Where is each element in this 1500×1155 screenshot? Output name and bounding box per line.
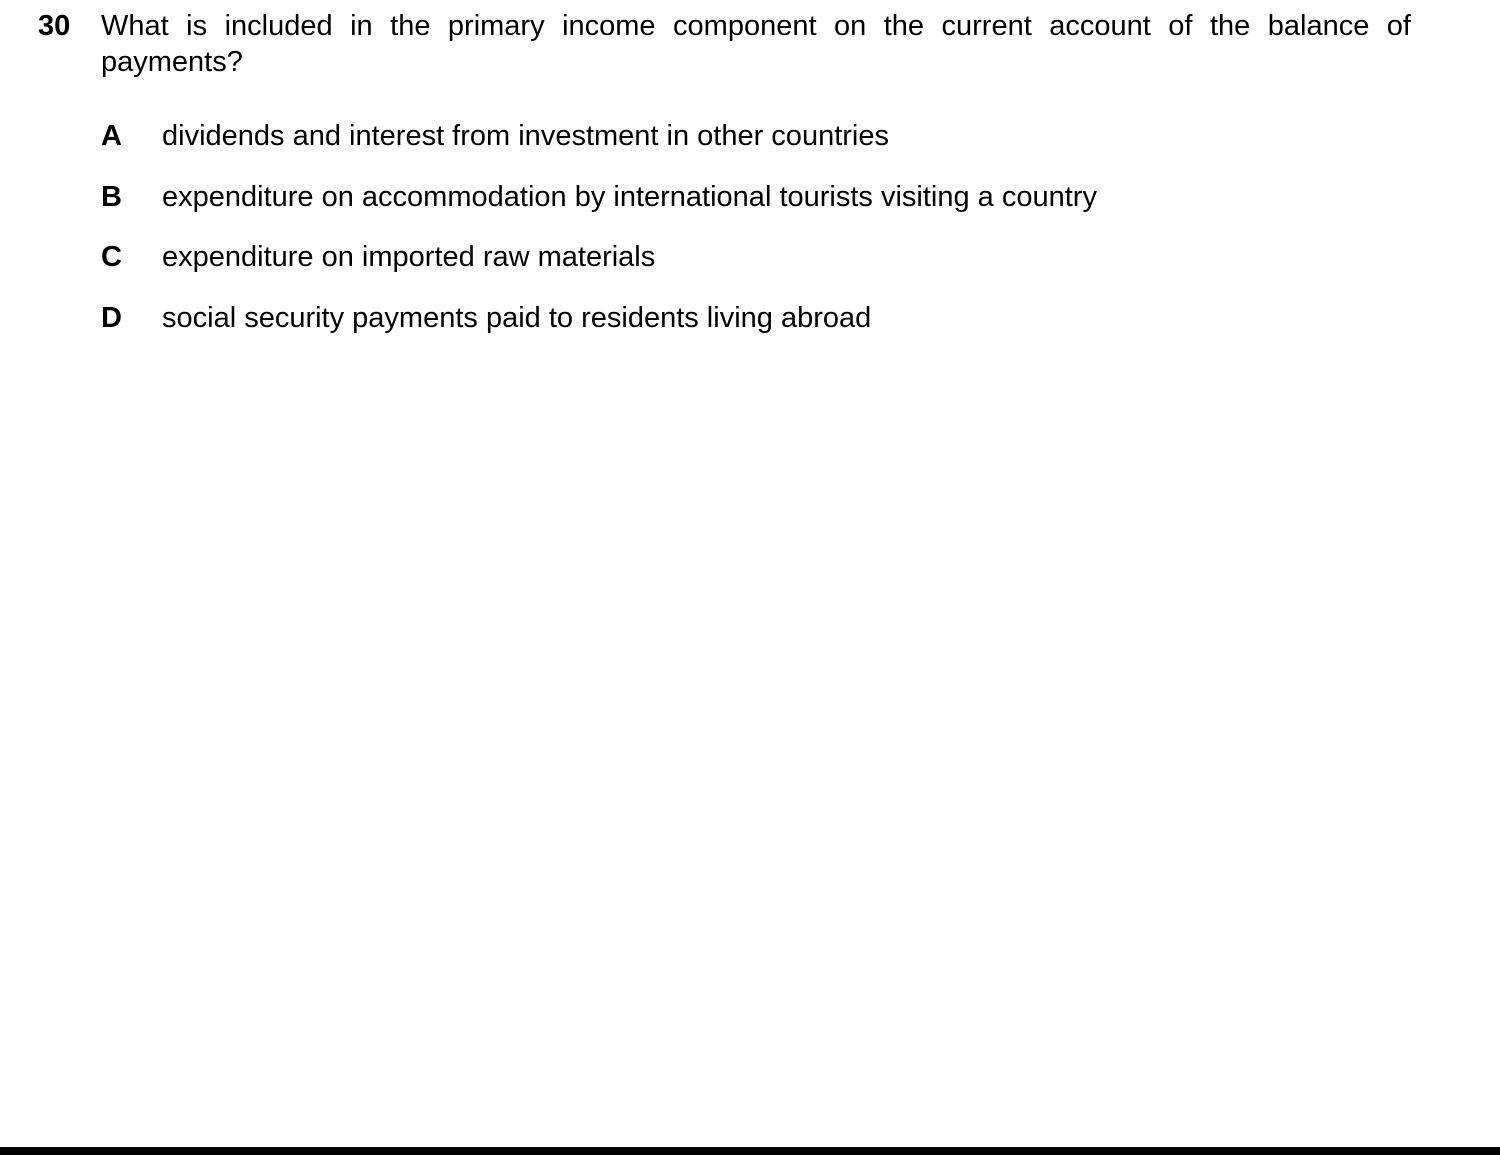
answer-option-b[interactable]	[101, 179, 1401, 240]
page-footer-bar	[0, 1147, 1500, 1155]
answer-option-d[interactable]	[101, 300, 1401, 361]
question-stem: What is included in the primary income component on the current account of the balance of payments?	[101, 10, 1411, 78]
question-number: 30	[38, 10, 71, 42]
option-text: dividends and interest from investment in other countries	[162, 120, 889, 152]
option-text: expenditure on accommodation by international tourists visiting a country	[162, 180, 1097, 213]
option-text: expenditure on imported raw materials	[162, 241, 656, 273]
option-letter: D	[101, 301, 122, 334]
option-text: social security payments paid to residents living abroad	[162, 301, 872, 334]
option-letter: C	[101, 241, 122, 273]
answer-option-a[interactable]	[101, 118, 1401, 179]
option-letter: A	[101, 120, 122, 152]
answer-option-c[interactable]	[101, 239, 1401, 300]
option-letter: B	[101, 180, 122, 213]
answer-options-list	[101, 118, 1401, 360]
